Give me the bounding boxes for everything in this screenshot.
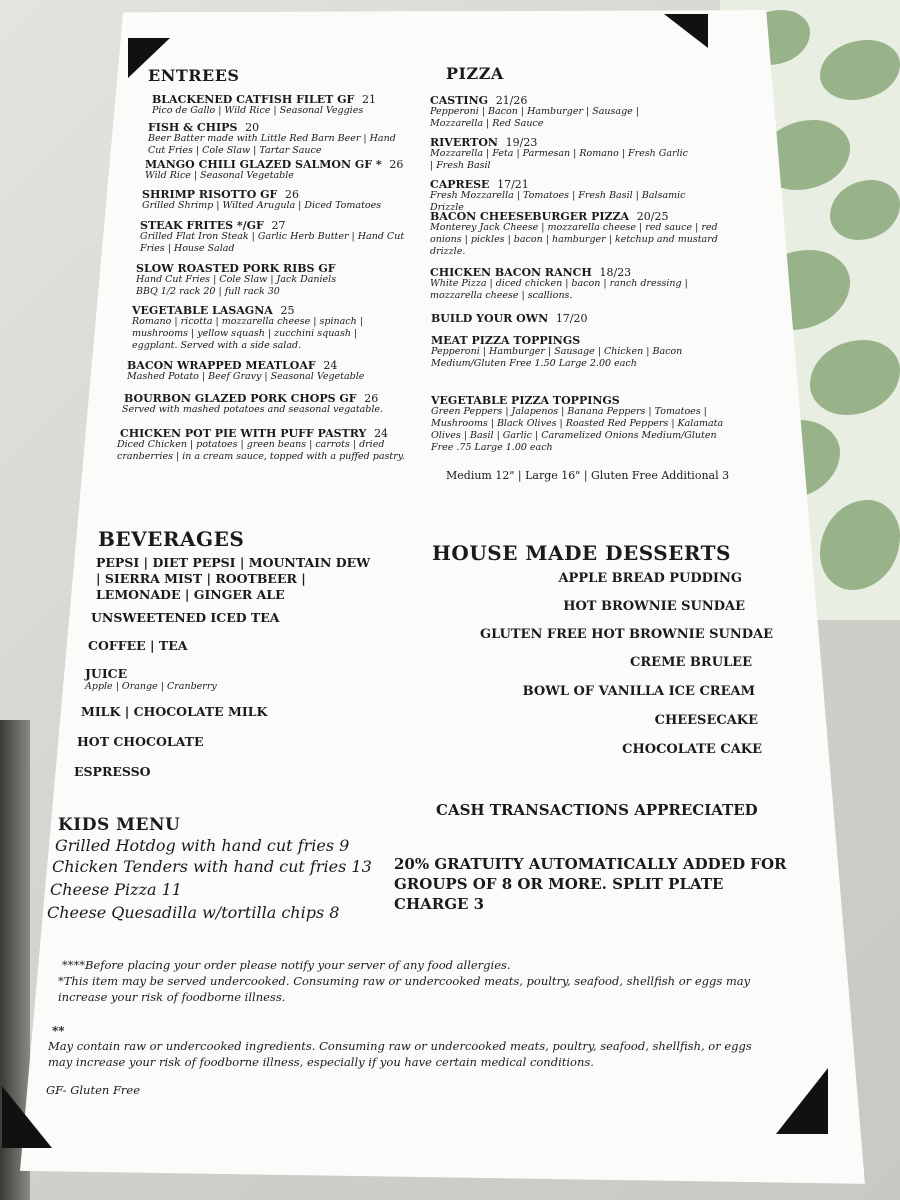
item-name: RIVERTON 19/23 <box>430 136 538 149</box>
dessert-item: HOT BROWNIE SUNDAE <box>563 599 745 614</box>
kids-item: Cheese Pizza 11 <box>50 880 182 899</box>
beverage-item: PEPSI | DIET PEPSI | MOUNTAIN DEW | SIERRA MIST | ROOTBEER | LEMONADE | GINGER ALE <box>96 555 371 602</box>
beverage-description: Apple | Orange | Cranberry <box>85 681 217 692</box>
item-name: CHICKEN BACON RANCH 18/23 <box>430 266 632 279</box>
pizza-heading: PIZZA <box>446 64 504 83</box>
item-name: MANGO CHILI GLAZED SALMON GF * 26 <box>145 158 404 171</box>
item-name: CAPRESE 17/21 <box>430 178 529 191</box>
entrees-heading: ENTREES <box>148 66 240 85</box>
desserts-heading: HOUSE MADE DESSERTS <box>432 541 731 565</box>
kids-item: Cheese Quesadilla w/tortilla chips 8 <box>47 903 340 922</box>
dessert-item: CREME BRULEE <box>630 655 752 670</box>
beverage-item: HOT CHOCOLATE <box>77 734 204 749</box>
allergy-note: ****Before placing your order please notify your server of any food allergies. <box>62 958 511 972</box>
item-name: BOURBON GLAZED PORK CHOPS GF 26 <box>124 392 379 405</box>
item-description: Pepperoni | Hamburger | Sausage | Chicken | Bacon Medium/Gluten Free 1.50 Large 2.00 each <box>431 346 683 369</box>
beverage-item: JUICE <box>85 666 128 681</box>
beverage-item: COFFEE | TEA <box>88 638 188 653</box>
item-description: Romano | ricotta | mozzarella cheese | spinach | mushrooms | yellow squash | zucchini squash | eggplant. Served with a side salad. <box>132 316 363 351</box>
beverage-item: MILK | CHOCOLATE MILK <box>81 704 268 719</box>
item-name: BACON WRAPPED MEATLOAF 24 <box>127 359 338 372</box>
item-name: VEGETABLE PIZZA TOPPINGS <box>431 394 620 407</box>
dessert-item: GLUTEN FREE HOT BROWNIE SUNDAE <box>480 627 774 642</box>
corner-decoration <box>664 14 708 48</box>
item-description: Grilled Shrimp | Wilted Arugula | Diced Tomatoes <box>142 200 382 211</box>
item-description: Mashed Potato | Beef Gravy | Seasonal Vegetable <box>127 371 365 382</box>
item-description: Wild Rice | Seasonal Vegetable <box>145 170 294 181</box>
item-name: CHICKEN POT PIE WITH PUFF PASTRY 24 <box>120 427 389 440</box>
item-description: Grilled Flat Iron Steak | Garlic Herb Butter | Hand Cut Fries | House Salad <box>140 231 405 254</box>
gratuity-note: 20% GRATUITY AUTOMATICALLY ADDED FOR GROUPS OF 8 OR MORE. SPLIT PLATE CHARGE 3 <box>394 855 787 913</box>
beverage-item: ESPRESSO <box>74 764 151 779</box>
item-description: White Pizza | diced chicken | bacon | ranch dressing | mozzarella cheese | scallions. <box>430 278 688 301</box>
item-name: MEAT PIZZA TOPPINGS <box>431 334 581 347</box>
item-name: STEAK FRITES */GF 27 <box>140 219 286 232</box>
beverage-item: UNSWEETENED ICED TEA <box>91 610 280 625</box>
dessert-item: CHOCOLATE CAKE <box>622 742 762 757</box>
item-description: Pico de Gallo | Wild Rice | Seasonal Veggies <box>152 105 364 116</box>
item-description: Pepperoni | Bacon | Hamburger | Sausage | Mozzarella | Red Sauce <box>430 106 640 129</box>
item-description: Diced Chicken | potatoes | green beans | carrots | dried cranberries | in a cream sauce, topped with a puffed pastry. <box>117 439 405 462</box>
undercooked-note: *This item may be served undercooked. Consuming raw or undercooked meats, poultry, seafood, shellfish or eggs may increase your risk of foodborne illness. <box>58 974 751 1004</box>
item-name: BLACKENED CATFISH FILET GF 21 <box>152 93 377 106</box>
item-description: Monterey Jack Cheese | mozzarella cheese | red sauce | red onions | pickles | bacon | hamburger | ketchup and mustard drizzle. <box>430 222 718 257</box>
cash-note: CASH TRANSACTIONS APPRECIATED <box>436 801 758 819</box>
item-description: Green Peppers | Jalapenos | Banana Peppers | Tomatoes | Mushrooms | Black Olives | Roasted Red Peppers | Kalamata Olives | Basil | Garlic | Caramelized Onions Medium/Gluten Free .75 Large 1.00 each <box>431 406 724 453</box>
kids-heading: KIDS MENU <box>58 815 181 835</box>
item-description: Mozzarella | Feta | Parmesan | Romano | Fresh Garlic | Fresh Basil <box>430 148 688 171</box>
dessert-item: BOWL OF VANILLA ICE CREAM <box>522 684 755 699</box>
kids-item: Grilled Hotdog with hand cut fries 9 <box>55 836 350 855</box>
item-description: Beer Batter made with Little Red Barn Beer | Hand Cut Fries | Cole Slaw | Tartar Sauce <box>148 133 396 156</box>
item-name: BUILD YOUR OWN 17/20 <box>431 312 588 325</box>
item-name: CASTING 21/26 <box>430 94 528 107</box>
item-name: VEGETABLE LASAGNA 25 <box>132 304 295 317</box>
item-description: Fresh Mozzarella | Tomatoes | Fresh Basil | Balsamic Drizzle <box>430 190 686 213</box>
corner-decoration <box>2 1086 52 1148</box>
double-star-note: ** <box>52 1024 65 1038</box>
item-name: SHRIMP RISOTTO GF 26 <box>142 188 299 201</box>
beverages-heading: BEVERAGES <box>98 527 245 551</box>
corner-decoration <box>776 1068 828 1134</box>
item-name: BACON CHEESEBURGER PIZZA 20/25 <box>430 210 669 223</box>
item-description: Hand Cut Fries | Cole Slaw | Jack Daniels BBQ 1/2 rack 20 | full rack 30 <box>136 274 337 297</box>
kids-item: Chicken Tenders with hand cut fries 13 <box>52 857 372 876</box>
dessert-item: APPLE BREAD PUDDING <box>558 571 742 586</box>
pizza-sizes: Medium 12" | Large 16" | Gluten Free Additional 3 <box>446 469 730 482</box>
item-name: SLOW ROASTED PORK RIBS GF <box>136 262 336 275</box>
item-description: Served with mashed potatoes and seasonal vegatable. <box>122 404 384 415</box>
raw-ingredients-note: May contain raw or undercooked ingredients. Consuming raw or undercooked meats, poultry, seafood, shellfish, or eggs may increase your risk of foodborne illness, especially if you have certain medical conditions. <box>48 1039 752 1069</box>
gluten-free-legend: GF- Gluten Free <box>46 1083 141 1097</box>
item-name: FISH & CHIPS 20 <box>148 121 260 134</box>
dessert-item: CHEESECAKE <box>654 713 758 728</box>
